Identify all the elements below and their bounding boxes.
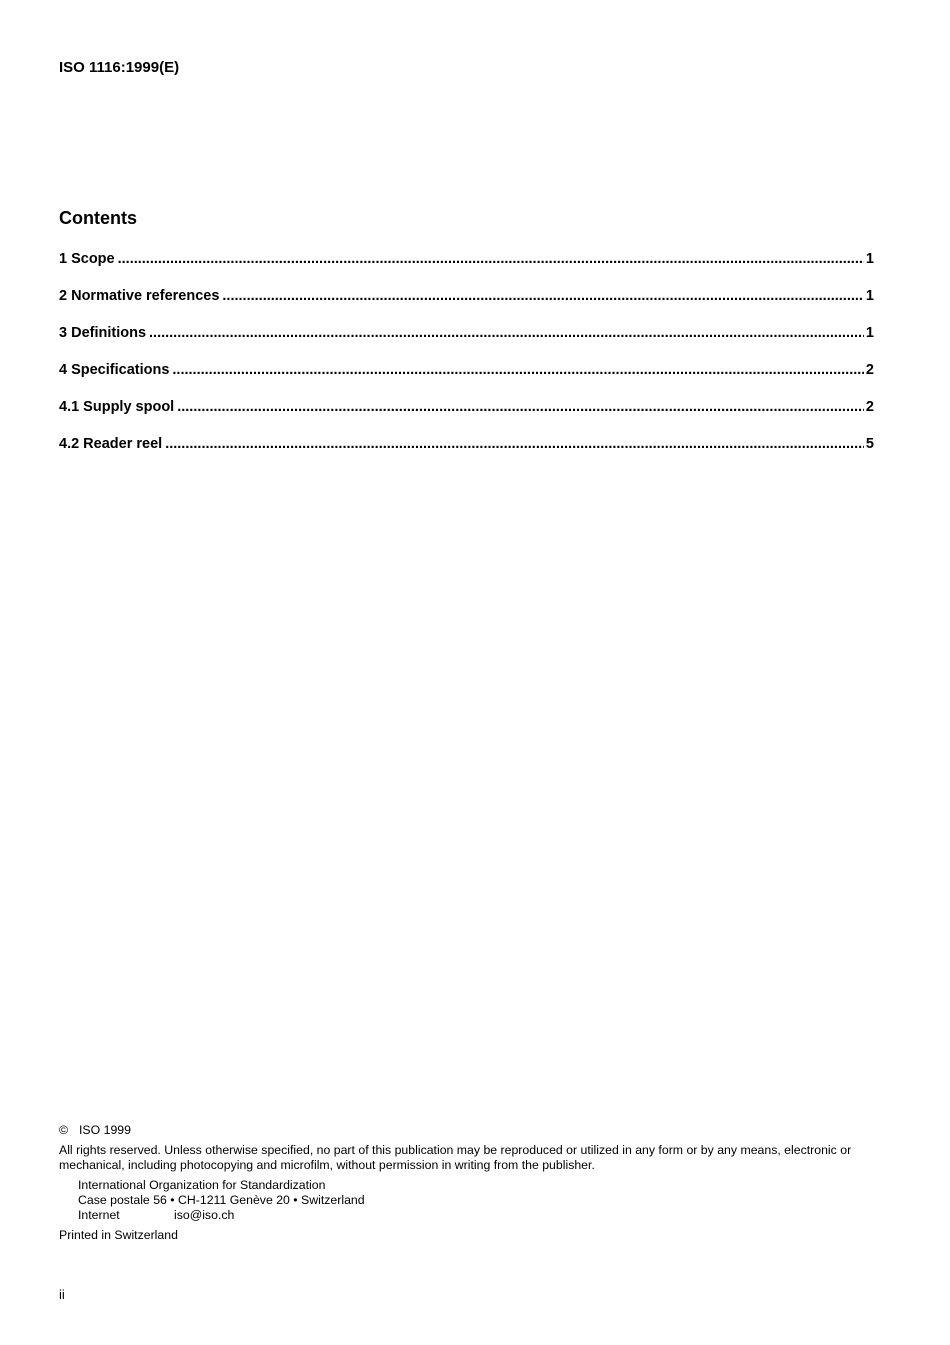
- toc-dot-leader: [177, 399, 864, 415]
- toc-entry-label: 1 Scope: [59, 251, 115, 267]
- toc-dot-leader: [118, 251, 864, 267]
- publisher-address: [59, 1178, 877, 1223]
- toc-entry-scope[interactable]: [59, 251, 874, 288]
- toc-entry-supply-spool[interactable]: [59, 399, 874, 436]
- toc-entry-label: 4 Specifications: [59, 362, 170, 378]
- toc-entry-label: 4.1 Supply spool: [59, 399, 175, 415]
- printed-in: Printed in Switzerland: [59, 1228, 178, 1242]
- toc-entry-page: 1: [865, 288, 874, 304]
- rights-statement: All rights reserved. Unless otherwise specified, no part of this publication may be reproduced or utilized in any form or by any means, electronic or mechanical, including photocopying and microfilm, without permission in writing from the publisher.: [59, 1143, 852, 1172]
- copyright-footer: [59, 1123, 877, 1243]
- toc-entry-page: 2: [865, 362, 874, 378]
- postal-address: Case postale 56 • CH-1211 Genève 20 • Switzerland: [78, 1193, 365, 1207]
- toc-dot-leader: [172, 362, 864, 378]
- toc-entry-page: 5: [865, 436, 874, 452]
- toc-entry-specifications[interactable]: [59, 362, 874, 399]
- copyright-symbol: ©: [59, 1123, 69, 1137]
- internet-email-link[interactable]: iso@iso.ch: [174, 1208, 235, 1222]
- toc-entry-definitions[interactable]: [59, 325, 874, 362]
- toc-entry-page: 2: [865, 399, 874, 415]
- toc-entry-label: 4.2 Reader reel: [59, 436, 163, 452]
- internet-label: Internet: [78, 1208, 120, 1222]
- toc-entry-page: 1: [865, 325, 874, 341]
- table-of-contents: [59, 251, 874, 473]
- toc-dot-leader: [149, 325, 864, 341]
- copyright-text: ISO 1999: [79, 1123, 131, 1137]
- contents-heading: Contents: [59, 208, 137, 228]
- organization-name: International Organization for Standardization: [78, 1178, 326, 1192]
- toc-entry-reader-reel[interactable]: [59, 436, 874, 473]
- copyright-line: [59, 1123, 877, 1138]
- toc-entry-page: 1: [865, 251, 874, 267]
- toc-entry-label: 3 Definitions: [59, 325, 147, 341]
- document-identifier: ISO 1116:1999(E): [59, 59, 180, 76]
- toc-dot-leader: [222, 288, 864, 304]
- toc-entry-label: 2 Normative references: [59, 288, 220, 304]
- toc-entry-normative-references[interactable]: [59, 288, 874, 325]
- toc-dot-leader: [165, 436, 864, 452]
- page-number: ii: [59, 1287, 65, 1302]
- internet-line: [78, 1208, 877, 1223]
